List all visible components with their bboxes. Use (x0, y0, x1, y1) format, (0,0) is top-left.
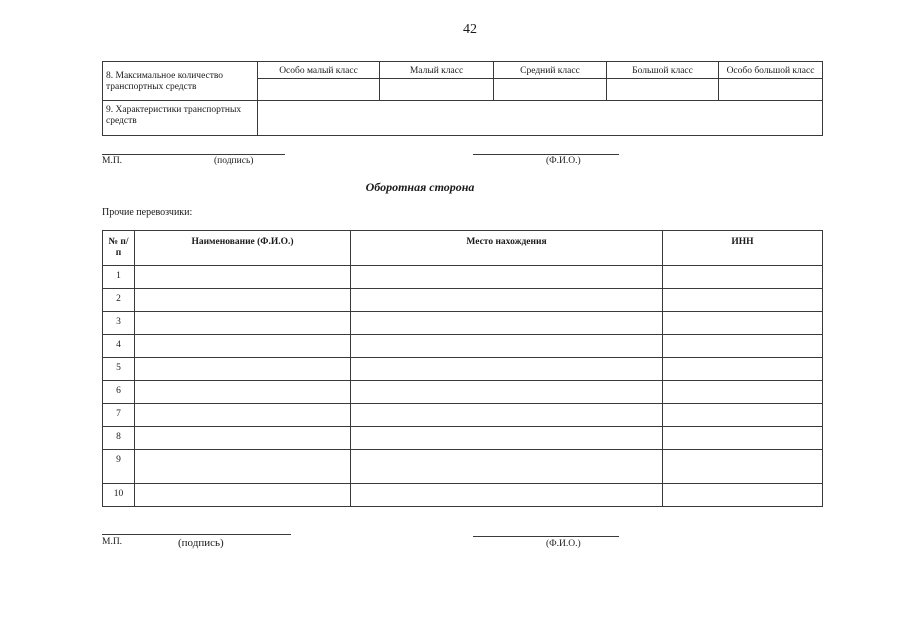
inn-cell[interactable] (663, 312, 823, 335)
fio-line (473, 154, 619, 155)
row-number: 2 (103, 289, 135, 312)
signature-line (102, 534, 291, 535)
class-medium-header: Средний класс (494, 62, 607, 79)
table-row (103, 484, 823, 507)
table-row (103, 404, 823, 427)
row-number: 5 (103, 358, 135, 381)
table-row (103, 335, 823, 358)
class-extra-small-value[interactable] (258, 79, 380, 101)
row-number: 8 (103, 427, 135, 450)
name-cell[interactable] (135, 404, 351, 427)
location-cell[interactable] (351, 266, 663, 289)
inn-cell[interactable] (663, 450, 823, 484)
row-number: 6 (103, 381, 135, 404)
table-row (103, 381, 823, 404)
row-number: 7 (103, 404, 135, 427)
vehicle-characteristics-value[interactable] (258, 101, 823, 136)
location-cell[interactable] (351, 427, 663, 450)
header-name: Наименование (Ф.И.О.) (135, 231, 351, 266)
fio-line (473, 536, 619, 537)
inn-cell[interactable] (663, 266, 823, 289)
inn-cell[interactable] (663, 289, 823, 312)
header-inn: ИНН (663, 231, 823, 266)
mp-label: М.П. (102, 156, 123, 166)
name-cell[interactable] (135, 335, 351, 358)
table-row (103, 266, 823, 289)
fio-label: (Ф.И.О.) (546, 156, 581, 166)
name-cell[interactable] (135, 266, 351, 289)
row-number: 10 (103, 484, 135, 507)
name-cell[interactable] (135, 358, 351, 381)
section-title: Оборотная сторона (365, 180, 475, 194)
class-large-value[interactable] (607, 79, 719, 101)
header-num: № п/п (103, 231, 135, 266)
header-location: Место нахождения (351, 231, 663, 266)
inn-cell[interactable] (663, 358, 823, 381)
row-number: 1 (103, 266, 135, 289)
table-row (103, 312, 823, 335)
location-cell[interactable] (351, 289, 663, 312)
row9-label: 9. Характеристики транспортных средств (103, 101, 258, 136)
class-small-value[interactable] (380, 79, 494, 101)
page-number: 42 (463, 22, 477, 37)
location-cell[interactable] (351, 450, 663, 484)
row-number: 4 (103, 335, 135, 358)
table-row (103, 450, 823, 484)
name-cell[interactable] (135, 312, 351, 335)
table-row (103, 358, 823, 381)
class-extra-small-header: Особо малый класс (258, 62, 380, 79)
location-cell[interactable] (351, 358, 663, 381)
row8-label: 8. Максимальное количество транспортных средств (103, 62, 258, 101)
location-cell[interactable] (351, 335, 663, 358)
location-cell[interactable] (351, 312, 663, 335)
inn-cell[interactable] (663, 404, 823, 427)
vehicles-table (102, 61, 823, 136)
inn-cell[interactable] (663, 427, 823, 450)
name-cell[interactable] (135, 289, 351, 312)
name-cell[interactable] (135, 450, 351, 484)
location-cell[interactable] (351, 484, 663, 507)
carriers-table (102, 230, 823, 507)
name-cell[interactable] (135, 484, 351, 507)
row-number: 9 (103, 450, 135, 484)
class-extra-large-value[interactable] (719, 79, 823, 101)
signature-line (102, 154, 285, 155)
table-row (103, 427, 823, 450)
location-cell[interactable] (351, 404, 663, 427)
mp-label: М.П. (102, 537, 123, 547)
other-carriers-label: Прочие перевозчики: (102, 207, 193, 218)
class-small-header: Малый класс (380, 62, 494, 79)
signature-label: (подпись) (214, 156, 254, 166)
name-cell[interactable] (135, 427, 351, 450)
inn-cell[interactable] (663, 381, 823, 404)
class-large-header: Большой класс (607, 62, 719, 79)
signature-label: (подпись) (178, 537, 224, 549)
row-number: 3 (103, 312, 135, 335)
class-medium-value[interactable] (494, 79, 607, 101)
location-cell[interactable] (351, 381, 663, 404)
table-row (103, 289, 823, 312)
name-cell[interactable] (135, 381, 351, 404)
fio-label: (Ф.И.О.) (546, 539, 581, 549)
inn-cell[interactable] (663, 335, 823, 358)
inn-cell[interactable] (663, 484, 823, 507)
class-extra-large-header: Особо большой класс (719, 62, 823, 79)
